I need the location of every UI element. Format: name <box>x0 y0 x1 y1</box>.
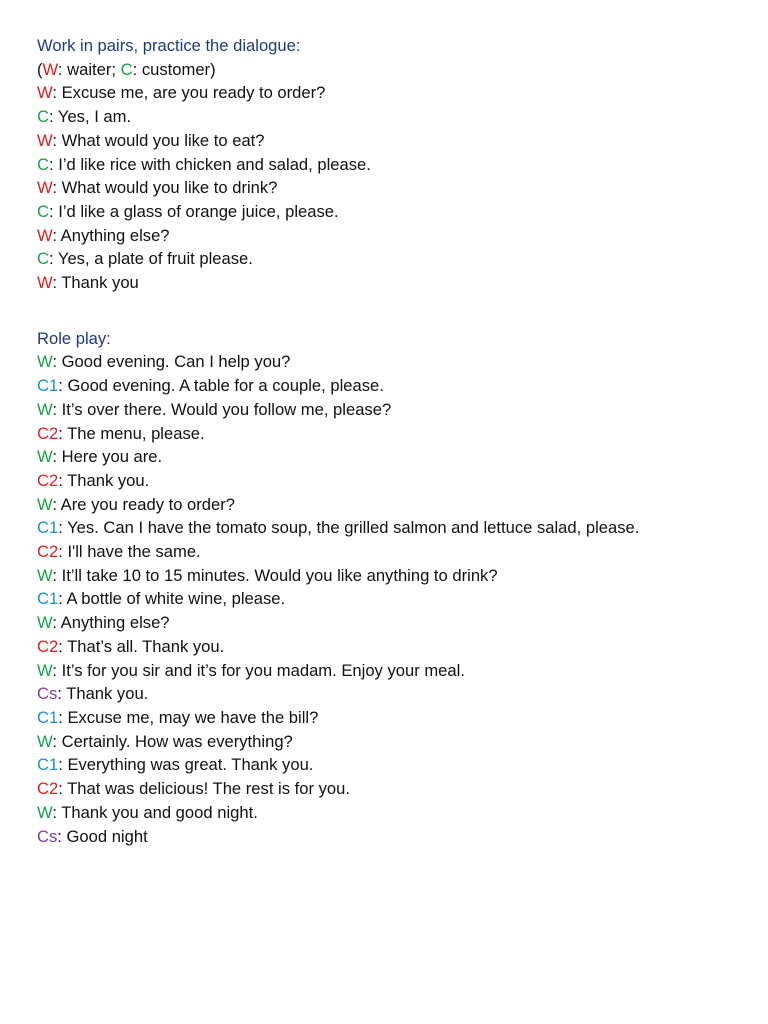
speaker-label: C <box>37 249 49 269</box>
dialogue-line <box>37 825 768 849</box>
dialogue-line <box>37 153 768 177</box>
legend-w-text: : waiter; <box>57 59 121 79</box>
dialogue-line <box>37 493 768 517</box>
dialogue-line <box>37 564 768 588</box>
dialogue-text: : Yes, I am. <box>48 107 132 127</box>
speaker-label: C1 <box>37 376 59 396</box>
dialogue-line <box>37 706 768 730</box>
dialogue-line <box>37 730 768 754</box>
dialogue-text: : Thank you. <box>58 470 150 490</box>
speaker-label: W <box>37 494 53 514</box>
dialogue-line <box>37 398 768 422</box>
dialogue-text: : Good night <box>57 826 148 846</box>
section1-dialogue <box>37 81 768 294</box>
dialogue-line <box>37 469 768 493</box>
dialogue-text: : Here you are. <box>52 447 163 467</box>
dialogue-text: : It’ll take 10 to 15 minutes. Would you like anything to drink? <box>52 565 498 585</box>
speaker-label: W <box>37 352 53 372</box>
speaker-label: W <box>37 178 53 198</box>
dialogue-line <box>37 611 768 635</box>
speaker-label: W <box>37 130 53 150</box>
dialogue-text: : Thank you <box>52 273 139 293</box>
dialogue-line <box>37 176 768 200</box>
section2-heading: Role play: <box>37 328 111 348</box>
dialogue-text: : Everything was great. Thank you. <box>58 755 314 775</box>
speaker-label: C1 <box>37 755 59 775</box>
section2-dialogue <box>37 350 768 848</box>
dialogue-text: : Yes, a plate of fruit please. <box>48 249 253 269</box>
dialogue-line <box>37 374 768 398</box>
speaker-label: W <box>37 731 53 751</box>
dialogue-line <box>37 129 768 153</box>
dialogue-text: : Yes. Can I have the tomato soup, the grilled salmon and lettuce salad, please. <box>58 518 640 538</box>
dialogue-line <box>37 81 768 105</box>
speaker-label: C2 <box>37 423 59 443</box>
dialogue-line <box>37 587 768 611</box>
dialogue-text: : Anything else? <box>52 225 170 245</box>
dialogue-text: : Anything else? <box>52 613 170 633</box>
dialogue-line <box>37 422 768 446</box>
dialogue-line <box>37 516 768 540</box>
legend-w: W <box>42 59 58 79</box>
dialogue-line <box>37 224 768 248</box>
dialogue-text: : Good evening. A table for a couple, please. <box>58 376 384 396</box>
dialogue-text: : Certainly. How was everything? <box>52 731 293 751</box>
dialogue-text: : What would you like to eat? <box>52 130 265 150</box>
speaker-label: C1 <box>37 707 59 727</box>
dialogue-text: : Thank you. <box>57 684 149 704</box>
speaker-label: C2 <box>37 636 59 656</box>
dialogue-text: : Excuse me, may we have the bill? <box>58 707 319 727</box>
dialogue-text: : Excuse me, are you ready to order? <box>52 83 326 103</box>
dialogue-text: : Thank you and good night. <box>52 802 258 822</box>
speaker-label: W <box>37 613 53 633</box>
dialogue-text: : I’d like a glass of orange juice, please. <box>48 201 339 221</box>
dialogue-line <box>37 350 768 374</box>
section1-heading: Work in pairs, practice the dialogue: <box>37 36 301 55</box>
dialogue-line <box>37 271 768 295</box>
speaker-label: W <box>37 399 53 419</box>
dialogue-line <box>37 105 768 129</box>
dialogue-line <box>37 200 768 224</box>
legend-open: ( <box>37 59 43 79</box>
dialogue-text: : It’s for you sir and it’s for you madam. Enjoy your meal. <box>52 660 465 680</box>
legend-line <box>37 58 768 82</box>
dialogue-text: : The menu, please. <box>58 423 205 443</box>
dialogue-line <box>37 682 768 706</box>
dialogue-line <box>37 659 768 683</box>
speaker-label: C <box>37 201 49 221</box>
dialogue-line <box>37 247 768 271</box>
speaker-label: C1 <box>37 518 59 538</box>
dialogue-line <box>37 777 768 801</box>
speaker-label: C2 <box>37 779 59 799</box>
dialogue-text: : Are you ready to order? <box>52 494 236 514</box>
speaker-label: W <box>37 565 53 585</box>
legend-c: C <box>120 59 133 79</box>
speaker-label: W <box>37 83 53 103</box>
dialogue-text: : A bottle of white wine, please. <box>58 589 286 609</box>
speaker-label: C1 <box>37 589 59 609</box>
dialogue-text: : That’s all. Thank you. <box>58 636 225 656</box>
legend-c-text: : customer) <box>132 59 216 79</box>
dialogue-text: : Good evening. Can I help you? <box>52 352 291 372</box>
speaker-label: W <box>37 273 53 293</box>
speaker-label: Cs <box>37 826 58 846</box>
dialogue-line <box>37 540 768 564</box>
speaker-label: W <box>37 802 53 822</box>
dialogue-text: : What would you like to drink? <box>52 178 278 198</box>
speaker-label: C <box>37 107 49 127</box>
dialogue-text: : I'll have the same. <box>58 542 201 562</box>
speaker-label: C2 <box>37 542 59 562</box>
section-gap <box>37 295 768 327</box>
speaker-label: Cs <box>37 684 58 704</box>
speaker-label: W <box>37 660 53 680</box>
speaker-label: C <box>37 154 49 174</box>
speaker-label: W <box>37 447 53 467</box>
speaker-label: C2 <box>37 470 59 490</box>
dialogue-text: : That was delicious! The rest is for you. <box>58 779 350 799</box>
speaker-label: W <box>37 225 53 245</box>
dialogue-line <box>37 753 768 777</box>
dialogue-line <box>37 635 768 659</box>
dialogue-line <box>37 801 768 825</box>
dialogue-text: : It’s over there. Would you follow me, please? <box>52 399 392 419</box>
dialogue-line <box>37 445 768 469</box>
dialogue-text: : I’d like rice with chicken and salad, please. <box>48 154 371 174</box>
